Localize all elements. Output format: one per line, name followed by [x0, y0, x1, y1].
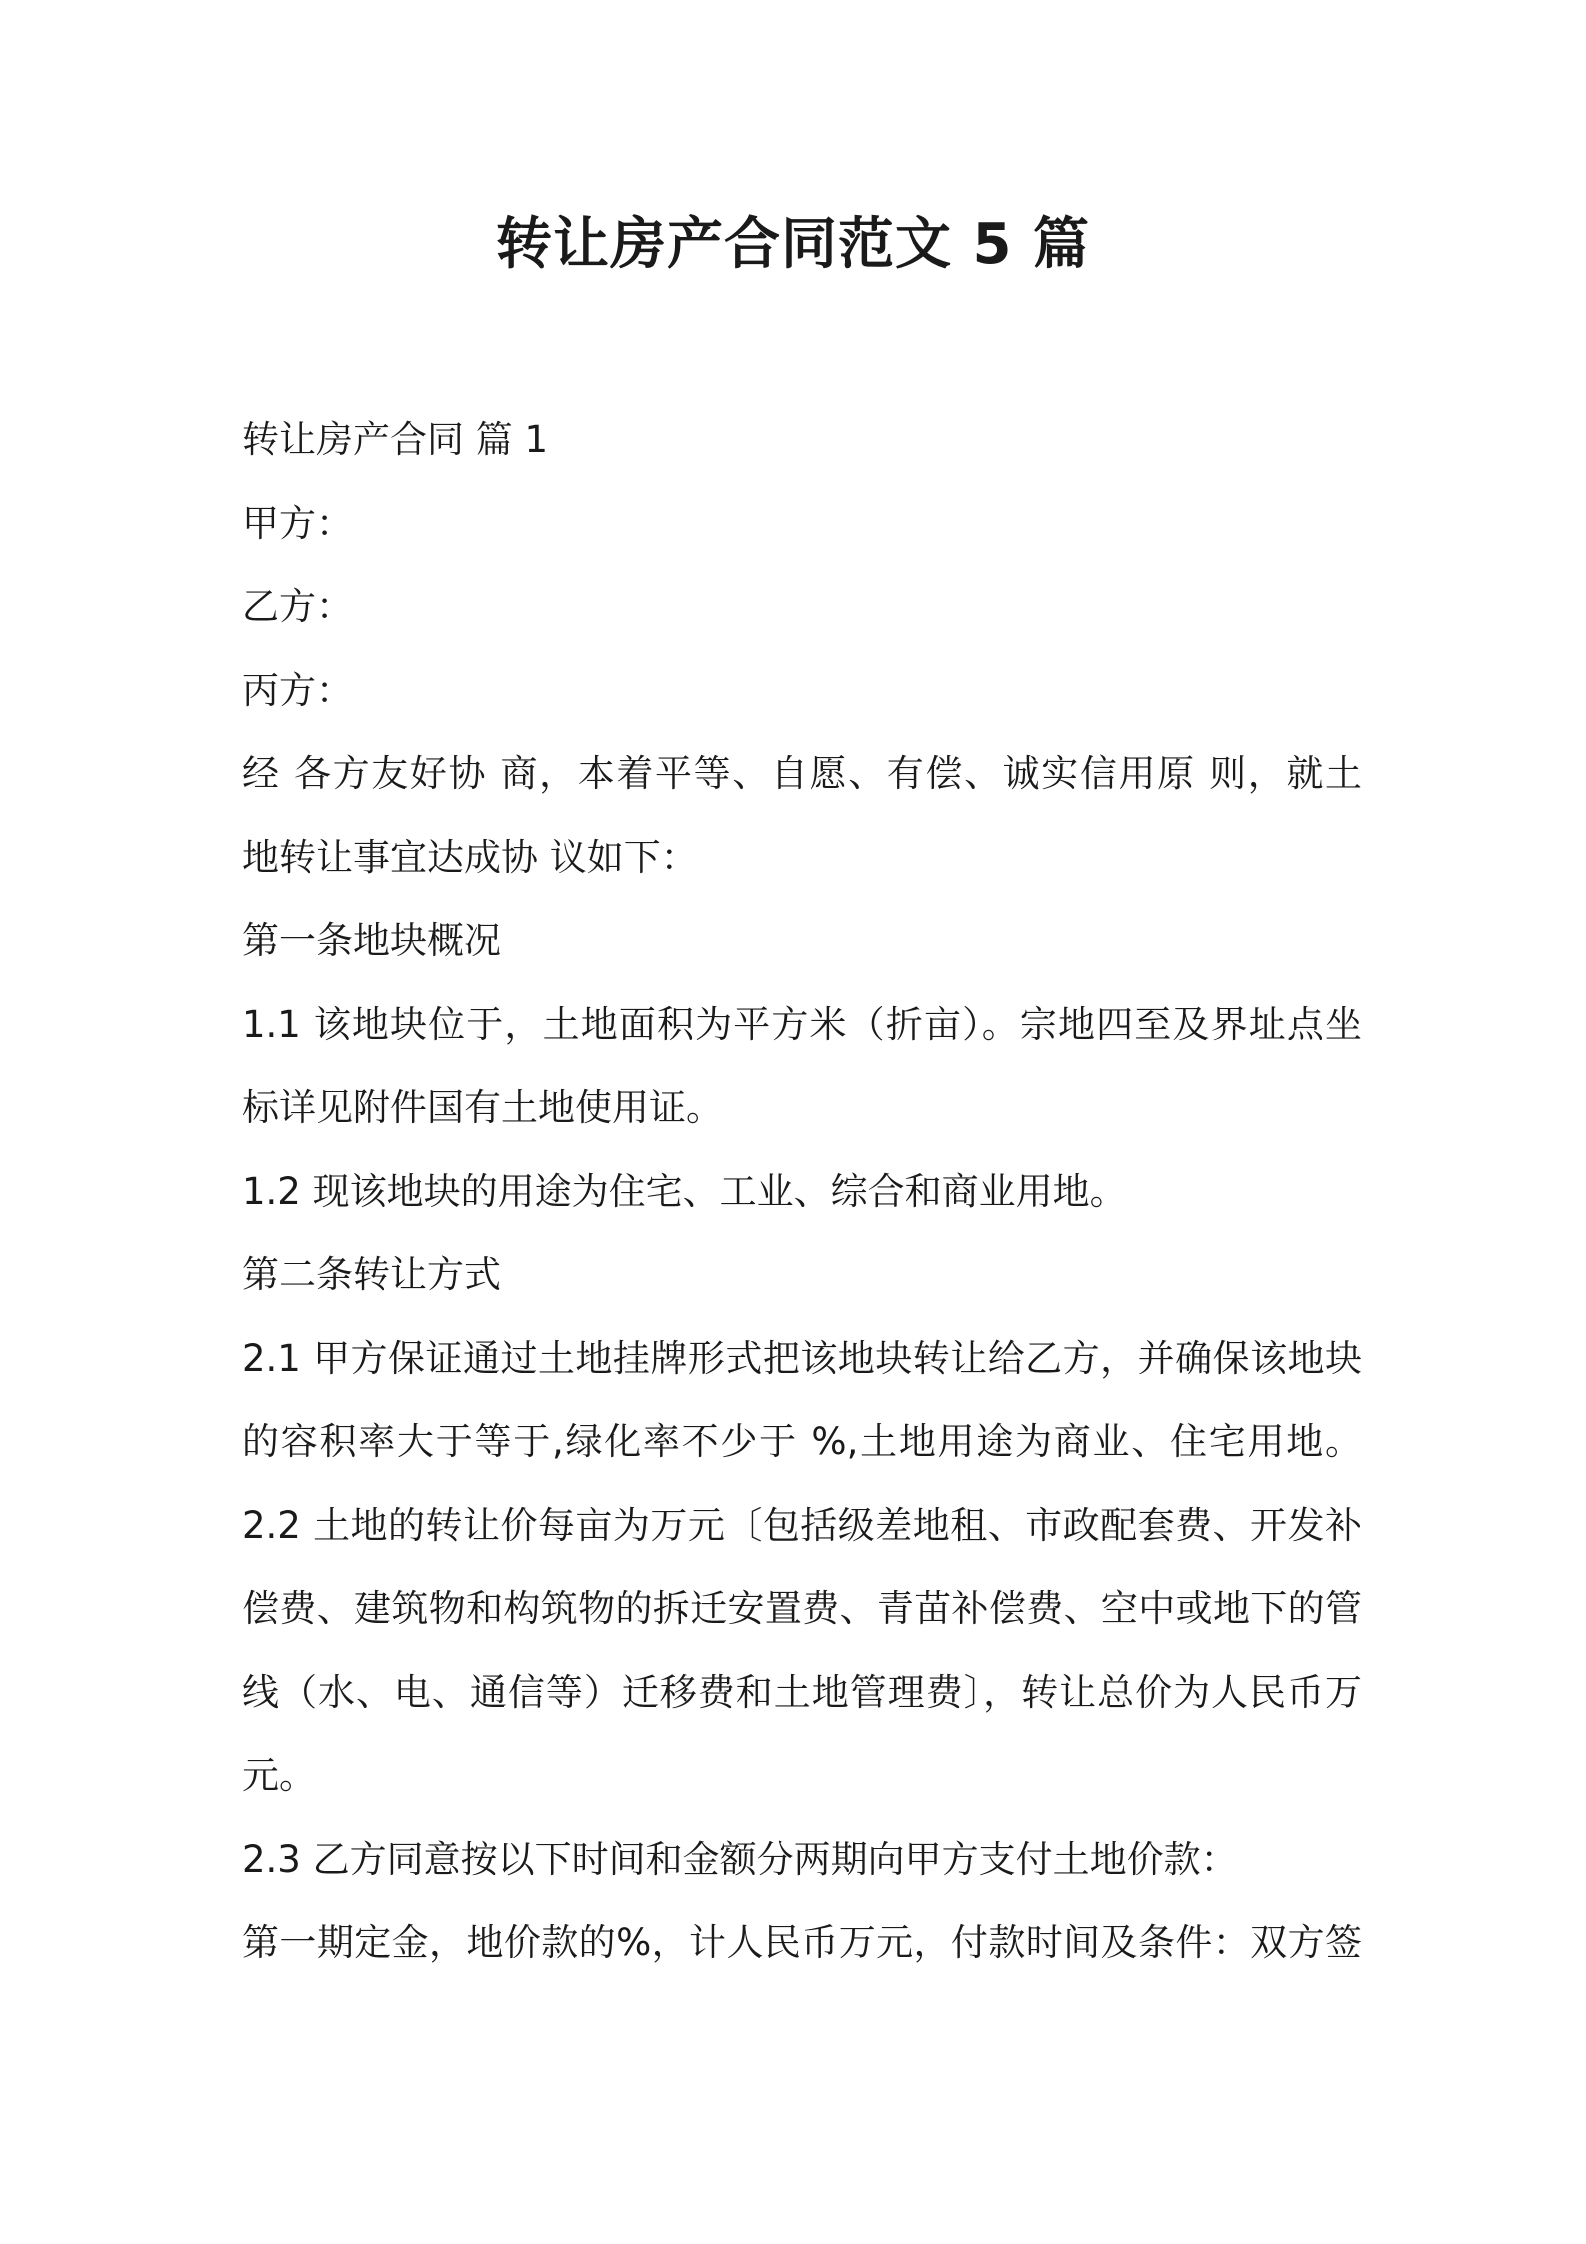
document-body — [242, 398, 1362, 1985]
paragraph-line: 标详见附件国有土地使用证。 — [242, 1086, 723, 1129]
paragraph-line: 地转让事宜达成协 议如下： — [242, 835, 698, 879]
paragraph-line: 的容积率大于等于,绿化率不少于 %,土地用途为商业、住宅用地。 — [242, 1420, 1362, 1463]
paragraph-line: 2.1 甲方保证通过土地挂牌形式把该地块转让给乙方，并确保该地块 — [242, 1336, 1362, 1380]
article-heading: 第一条地块概况 — [242, 919, 501, 962]
paragraph-line: 第一期定金，地价款的%，计人民币万元，付款时间及条件：双方签 — [242, 1921, 1362, 1964]
paragraph-line: 经 各方友好协 商，本着平等、自愿、有偿、诚实信用原 则，就土 — [242, 752, 1362, 795]
party-b-line: 乙方： — [242, 585, 353, 628]
paragraph-line: 偿费、建筑物和构筑物的拆迁安置费、青苗补偿费、空中或地下的管 — [242, 1587, 1362, 1630]
paragraph-line: 1.2 现该地块的用途为住宅、工业、综合和商业用地。 — [242, 1169, 1127, 1213]
paragraph-line: 线（水、电、通信等）迁移费和土地管理费〕，转让总价为人民币万 — [242, 1670, 1362, 1714]
paragraph-line: 1.1 该地块位于，土地面积为平方米（折亩）。宗地四至及界址点坐 — [242, 1002, 1362, 1046]
paragraph-line: 2.3 乙方同意按以下时间和金额分两期向甲方支付土地价款： — [242, 1837, 1238, 1881]
party-c-line: 丙方： — [242, 668, 353, 712]
article-heading: 第二条转让方式 — [242, 1253, 501, 1296]
party-a-line: 甲方： — [242, 501, 353, 545]
paragraph-line: 2.2 土地的转让价每亩为万元〔包括级差地租、市政配套费、开发补 — [242, 1503, 1362, 1547]
section-heading: 转让房产合同 篇 1 — [242, 418, 549, 461]
document-title: 转让房产合同范文 5 篇 — [496, 212, 1090, 277]
paragraph-line: 元。 — [242, 1754, 316, 1797]
